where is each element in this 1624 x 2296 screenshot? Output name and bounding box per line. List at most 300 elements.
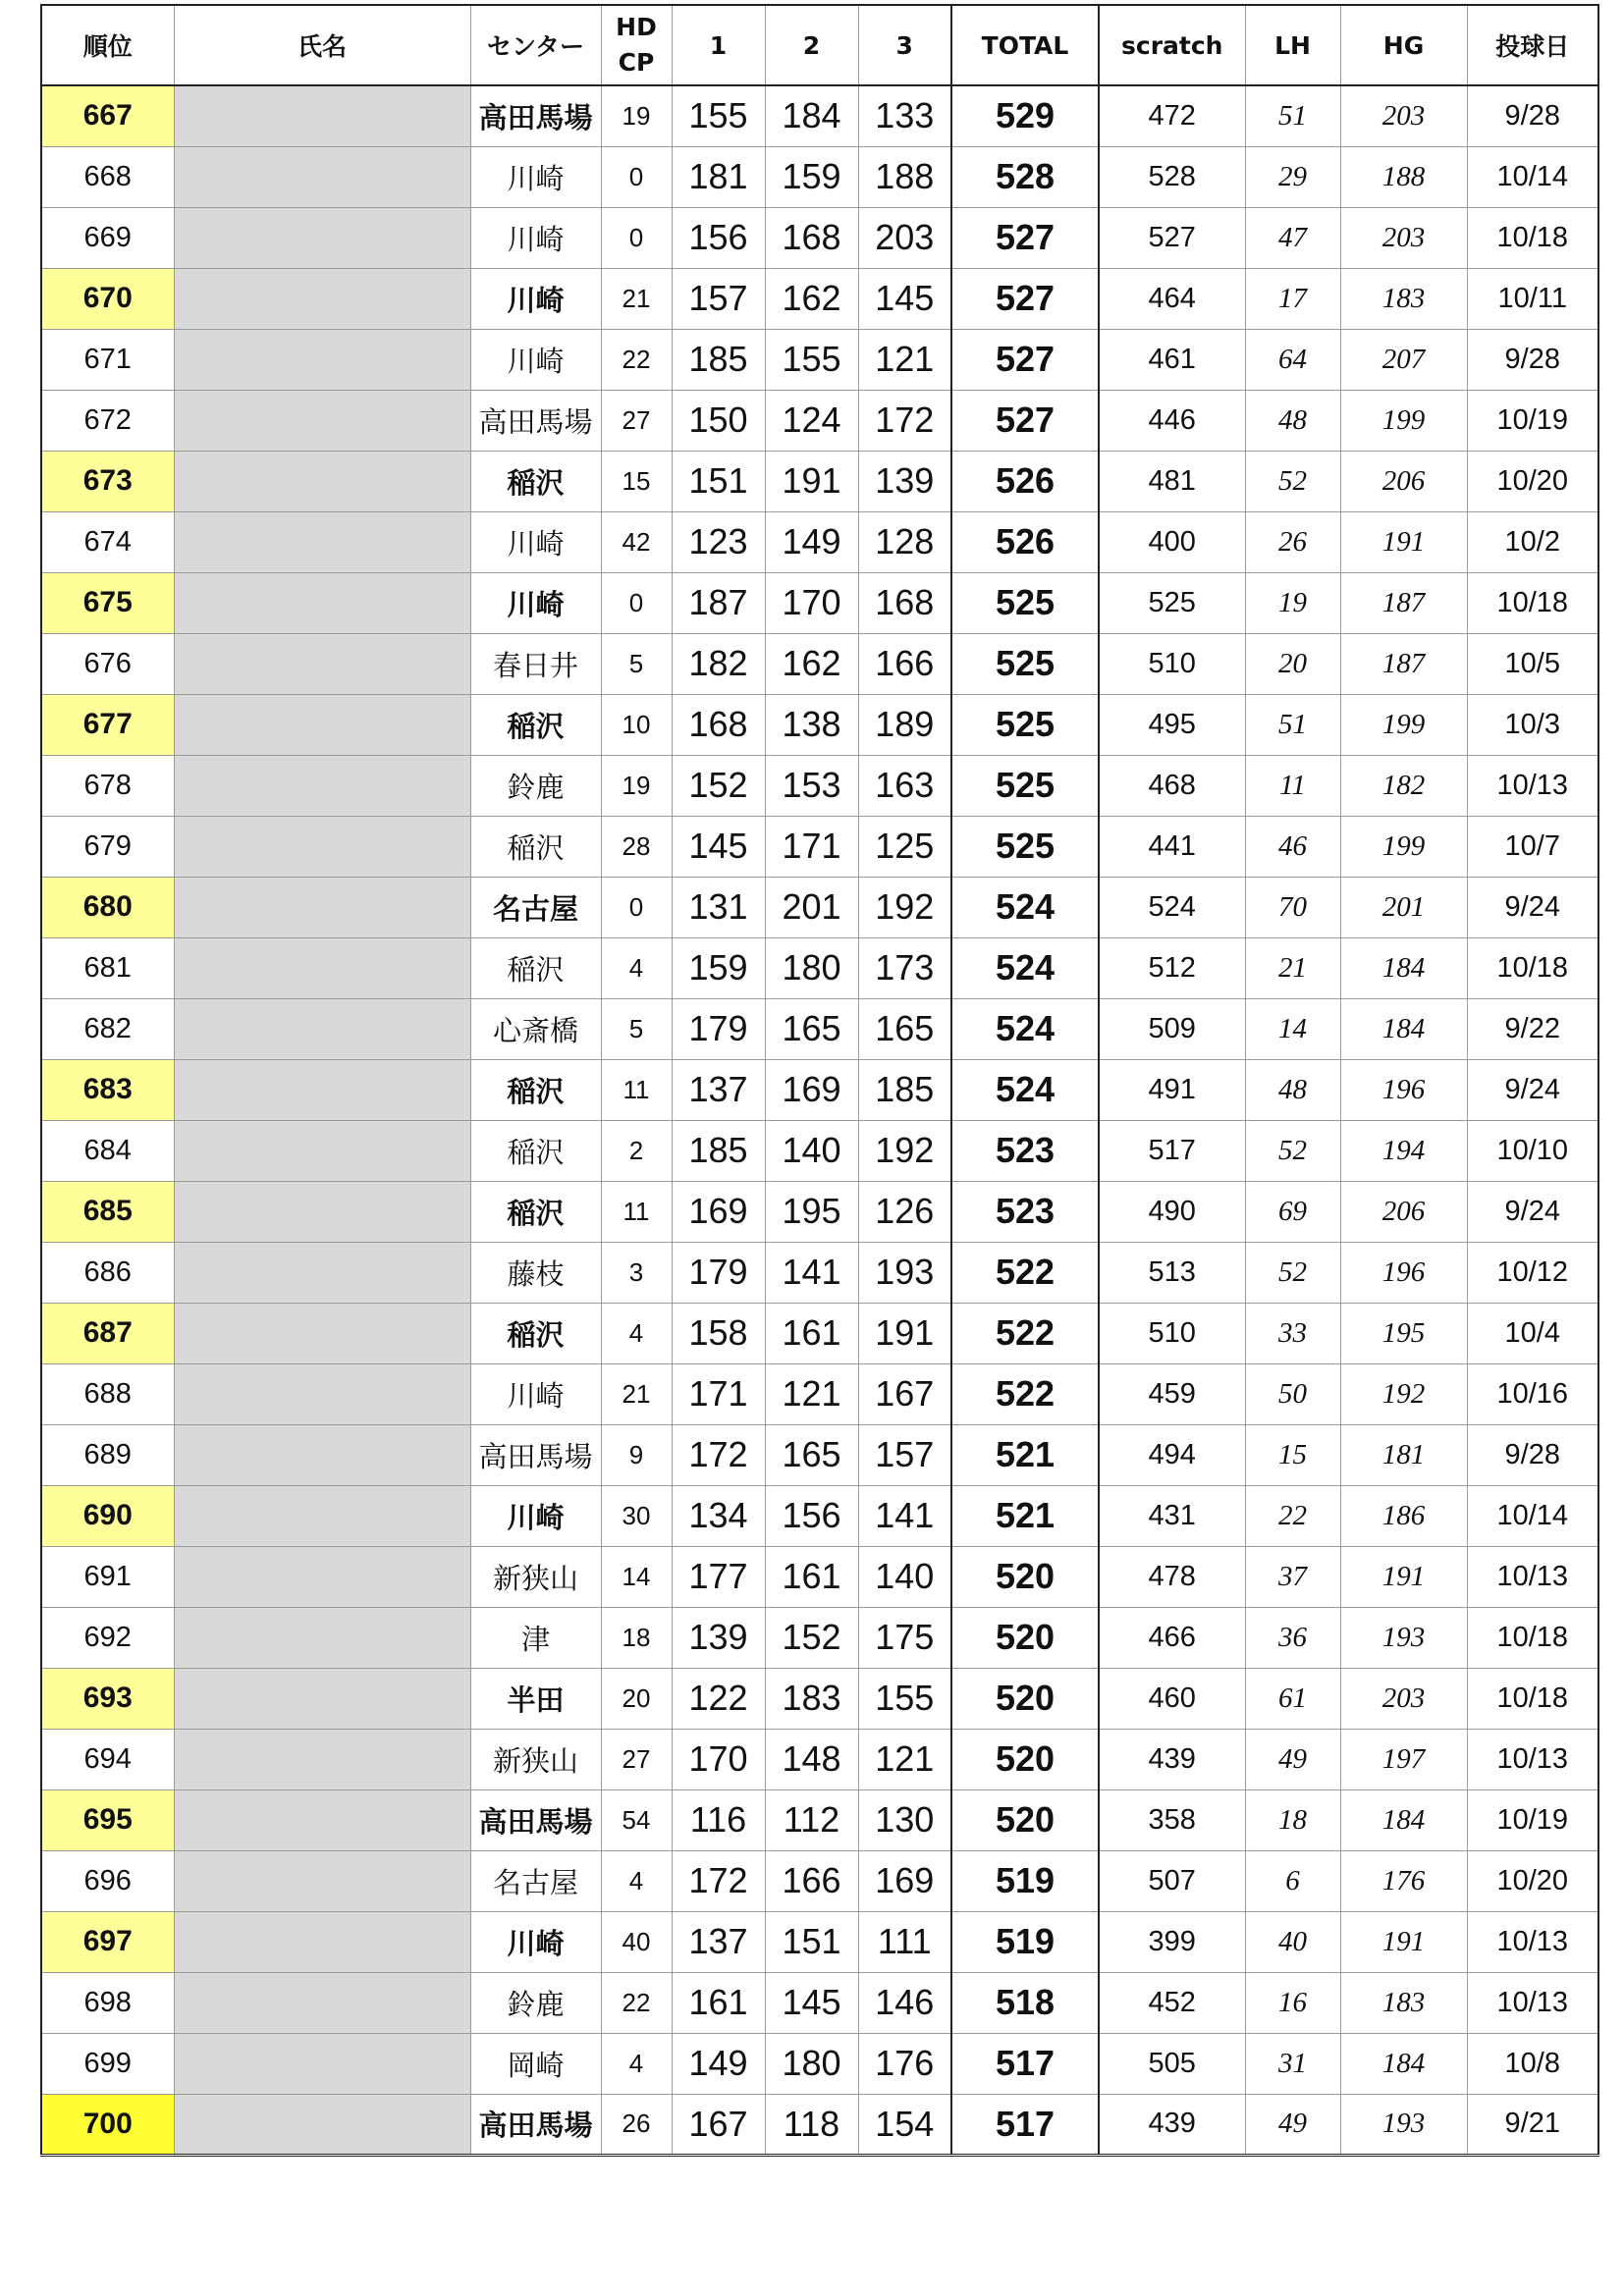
table-row (41, 1911, 1598, 1972)
game-2-cell: 162 (765, 268, 858, 329)
total-cell: 523 (951, 1181, 1099, 1242)
hg-cell: 183 (1340, 1972, 1467, 2033)
center-cell: 稲沢 (470, 694, 601, 755)
hdcp-cell: 4 (601, 937, 672, 998)
date-cell: 10/14 (1467, 1485, 1598, 1546)
lh-cell: 20 (1245, 633, 1340, 694)
header-scratch: scratch (1099, 5, 1245, 85)
game-1-cell: 159 (672, 937, 765, 998)
total-cell: 517 (951, 2094, 1099, 2155)
game-1-cell: 134 (672, 1485, 765, 1546)
table-row (41, 1363, 1598, 1424)
rank-cell: 689 (41, 1424, 174, 1485)
hdcp-cell: 11 (601, 1181, 672, 1242)
total-cell: 521 (951, 1485, 1099, 1546)
game-2-cell: 171 (765, 816, 858, 877)
name-cell (174, 1485, 470, 1546)
game-1-cell: 131 (672, 877, 765, 937)
scratch-cell: 524 (1099, 877, 1245, 937)
game-2-cell: 138 (765, 694, 858, 755)
center-cell: 春日井 (470, 633, 601, 694)
game-1-cell: 137 (672, 1911, 765, 1972)
game-1-cell: 116 (672, 1789, 765, 1850)
hdcp-cell: 21 (601, 1363, 672, 1424)
hg-cell: 184 (1340, 1789, 1467, 1850)
hdcp-cell: 27 (601, 390, 672, 451)
total-cell: 522 (951, 1242, 1099, 1303)
center-cell: 新狭山 (470, 1546, 601, 1607)
hdcp-cell: 4 (601, 2033, 672, 2094)
hg-cell: 193 (1340, 1607, 1467, 1668)
total-cell: 522 (951, 1303, 1099, 1363)
total-cell: 524 (951, 937, 1099, 998)
rank-cell: 674 (41, 511, 174, 572)
date-cell: 9/28 (1467, 85, 1598, 146)
game-2-cell: 191 (765, 451, 858, 511)
center-cell: 名古屋 (470, 877, 601, 937)
game-1-cell: 123 (672, 511, 765, 572)
table-row (41, 877, 1598, 937)
table-row (41, 572, 1598, 633)
scratch-cell: 439 (1099, 2094, 1245, 2155)
table-row (41, 1972, 1598, 2033)
game-2-cell: 161 (765, 1303, 858, 1363)
table-row (41, 937, 1598, 998)
game-2-cell: 165 (765, 998, 858, 1059)
hg-cell: 187 (1340, 572, 1467, 633)
name-cell (174, 816, 470, 877)
rank-cell: 694 (41, 1729, 174, 1789)
hdcp-cell: 0 (601, 207, 672, 268)
date-cell: 9/24 (1467, 1059, 1598, 1120)
center-cell: 川崎 (470, 572, 601, 633)
total-cell: 527 (951, 390, 1099, 451)
game-1-cell: 179 (672, 1242, 765, 1303)
date-cell: 10/19 (1467, 390, 1598, 451)
table-row (41, 1059, 1598, 1120)
scratch-cell: 446 (1099, 390, 1245, 451)
header-lh: LH (1245, 5, 1340, 85)
table-row (41, 1181, 1598, 1242)
center-cell: 鈴鹿 (470, 1972, 601, 2033)
game-1-cell: 167 (672, 2094, 765, 2155)
hdcp-cell: 18 (601, 1607, 672, 1668)
name-cell (174, 511, 470, 572)
lh-cell: 29 (1245, 146, 1340, 207)
game-3-cell: 189 (858, 694, 951, 755)
date-cell: 10/16 (1467, 1363, 1598, 1424)
total-cell: 521 (951, 1424, 1099, 1485)
name-cell (174, 1546, 470, 1607)
hdcp-cell: 19 (601, 85, 672, 146)
table-row (41, 451, 1598, 511)
hdcp-cell: 40 (601, 1911, 672, 1972)
game-1-cell: 149 (672, 2033, 765, 2094)
hg-cell: 194 (1340, 1120, 1467, 1181)
center-cell: 川崎 (470, 207, 601, 268)
scratch-cell: 441 (1099, 816, 1245, 877)
name-cell (174, 1729, 470, 1789)
name-cell (174, 1120, 470, 1181)
rank-cell: 678 (41, 755, 174, 816)
lh-cell: 64 (1245, 329, 1340, 390)
table-row (41, 1789, 1598, 1850)
center-cell: 高田馬場 (470, 2094, 601, 2155)
name-cell (174, 1181, 470, 1242)
game-2-cell: 159 (765, 146, 858, 207)
table-row (41, 268, 1598, 329)
total-cell: 518 (951, 1972, 1099, 2033)
game-1-cell: 187 (672, 572, 765, 633)
rank-cell: 684 (41, 1120, 174, 1181)
name-cell (174, 85, 470, 146)
rank-cell: 687 (41, 1303, 174, 1363)
scratch-cell: 399 (1099, 1911, 1245, 1972)
total-cell: 519 (951, 1911, 1099, 1972)
rank-cell: 671 (41, 329, 174, 390)
total-cell: 525 (951, 755, 1099, 816)
game-1-cell: 151 (672, 451, 765, 511)
header-hdcp (601, 5, 672, 85)
hdcp-cell: 11 (601, 1059, 672, 1120)
hg-cell: 184 (1340, 998, 1467, 1059)
center-cell: 稲沢 (470, 1059, 601, 1120)
game-3-cell: 192 (858, 877, 951, 937)
game-2-cell: 140 (765, 1120, 858, 1181)
table-row (41, 1668, 1598, 1729)
name-cell (174, 207, 470, 268)
game-3-cell: 192 (858, 1120, 951, 1181)
center-cell: 稲沢 (470, 1303, 601, 1363)
game-1-cell: 172 (672, 1424, 765, 1485)
game-2-cell: 121 (765, 1363, 858, 1424)
scratch-cell: 452 (1099, 1972, 1245, 2033)
game-2-cell: 153 (765, 755, 858, 816)
center-cell: 川崎 (470, 146, 601, 207)
date-cell: 10/18 (1467, 937, 1598, 998)
hg-cell: 176 (1340, 1850, 1467, 1911)
hg-cell: 192 (1340, 1363, 1467, 1424)
center-cell: 高田馬場 (470, 85, 601, 146)
header-game-3: 3 (858, 5, 951, 85)
total-cell: 522 (951, 1363, 1099, 1424)
hg-cell: 201 (1340, 877, 1467, 937)
lh-cell: 11 (1245, 755, 1340, 816)
center-cell: 稲沢 (470, 451, 601, 511)
game-1-cell: 158 (672, 1303, 765, 1363)
total-cell: 520 (951, 1607, 1099, 1668)
lh-cell: 40 (1245, 1911, 1340, 1972)
game-2-cell: 183 (765, 1668, 858, 1729)
name-cell (174, 390, 470, 451)
hdcp-cell: 22 (601, 1972, 672, 2033)
rank-cell: 697 (41, 1911, 174, 1972)
rank-cell: 699 (41, 2033, 174, 2094)
hdcp-cell: 30 (601, 1485, 672, 1546)
game-2-cell: 166 (765, 1850, 858, 1911)
center-cell: 川崎 (470, 511, 601, 572)
name-cell (174, 877, 470, 937)
center-cell: 岡崎 (470, 2033, 601, 2094)
game-1-cell: 152 (672, 755, 765, 816)
lh-cell: 21 (1245, 937, 1340, 998)
header-hdcp-line2: CP (618, 48, 655, 77)
date-cell: 10/18 (1467, 572, 1598, 633)
lh-cell: 37 (1245, 1546, 1340, 1607)
hdcp-cell: 9 (601, 1424, 672, 1485)
lh-cell: 48 (1245, 1059, 1340, 1120)
date-cell: 9/24 (1467, 877, 1598, 937)
scratch-cell: 468 (1099, 755, 1245, 816)
scratch-cell: 509 (1099, 998, 1245, 1059)
game-1-cell: 161 (672, 1972, 765, 2033)
header-total: TOTAL (951, 5, 1099, 85)
hg-cell: 197 (1340, 1729, 1467, 1789)
table-row (41, 1120, 1598, 1181)
rank-cell: 682 (41, 998, 174, 1059)
header-game-1: 1 (672, 5, 765, 85)
game-1-cell: 139 (672, 1607, 765, 1668)
game-1-cell: 181 (672, 146, 765, 207)
date-cell: 10/7 (1467, 816, 1598, 877)
hg-cell: 191 (1340, 1546, 1467, 1607)
rank-cell: 696 (41, 1850, 174, 1911)
center-cell: 半田 (470, 1668, 601, 1729)
rank-cell: 680 (41, 877, 174, 937)
header-hg: HG (1340, 5, 1467, 85)
rank-cell: 677 (41, 694, 174, 755)
center-cell: 川崎 (470, 1363, 601, 1424)
scratch-cell: 510 (1099, 1303, 1245, 1363)
scratch-cell: 464 (1099, 268, 1245, 329)
rank-cell: 685 (41, 1181, 174, 1242)
rank-cell: 688 (41, 1363, 174, 1424)
rank-cell: 679 (41, 816, 174, 877)
scratch-cell: 358 (1099, 1789, 1245, 1850)
rank-cell: 690 (41, 1485, 174, 1546)
lh-cell: 15 (1245, 1424, 1340, 1485)
hdcp-cell: 4 (601, 1303, 672, 1363)
game-3-cell: 125 (858, 816, 951, 877)
name-cell (174, 1242, 470, 1303)
lh-cell: 6 (1245, 1850, 1340, 1911)
hg-cell: 199 (1340, 694, 1467, 755)
game-1-cell: 185 (672, 329, 765, 390)
ranking-table (40, 4, 1599, 2157)
hg-cell: 186 (1340, 1485, 1467, 1546)
game-1-cell: 182 (672, 633, 765, 694)
scratch-cell: 512 (1099, 937, 1245, 998)
game-2-cell: 180 (765, 937, 858, 998)
game-3-cell: 140 (858, 1546, 951, 1607)
game-3-cell: 172 (858, 390, 951, 451)
name-cell (174, 268, 470, 329)
total-cell: 527 (951, 329, 1099, 390)
rank-cell: 692 (41, 1607, 174, 1668)
total-cell: 527 (951, 268, 1099, 329)
scratch-cell: 494 (1099, 1424, 1245, 1485)
table-row (41, 1729, 1598, 1789)
center-cell: 稲沢 (470, 937, 601, 998)
hg-cell: 191 (1340, 1911, 1467, 1972)
hg-cell: 181 (1340, 1424, 1467, 1485)
game-3-cell: 141 (858, 1485, 951, 1546)
table-row (41, 816, 1598, 877)
center-cell: 鈴鹿 (470, 755, 601, 816)
game-2-cell: 141 (765, 1242, 858, 1303)
date-cell: 10/11 (1467, 268, 1598, 329)
scratch-cell: 460 (1099, 1668, 1245, 1729)
date-cell: 10/19 (1467, 1789, 1598, 1850)
total-cell: 523 (951, 1120, 1099, 1181)
hg-cell: 203 (1340, 207, 1467, 268)
hdcp-cell: 4 (601, 1850, 672, 1911)
scratch-cell: 431 (1099, 1485, 1245, 1546)
total-cell: 526 (951, 451, 1099, 511)
date-cell: 10/13 (1467, 1911, 1598, 1972)
hg-cell: 182 (1340, 755, 1467, 816)
game-2-cell: 195 (765, 1181, 858, 1242)
hg-cell: 184 (1340, 2033, 1467, 2094)
table-row (41, 146, 1598, 207)
name-cell (174, 1303, 470, 1363)
game-3-cell: 121 (858, 329, 951, 390)
table-row (41, 1242, 1598, 1303)
name-cell (174, 1850, 470, 1911)
scratch-cell: 439 (1099, 1729, 1245, 1789)
game-2-cell: 168 (765, 207, 858, 268)
scratch-cell: 459 (1099, 1363, 1245, 1424)
game-3-cell: 173 (858, 937, 951, 998)
game-2-cell: 112 (765, 1789, 858, 1850)
name-cell (174, 1607, 470, 1668)
game-3-cell: 111 (858, 1911, 951, 1972)
game-3-cell: 188 (858, 146, 951, 207)
scratch-cell: 510 (1099, 633, 1245, 694)
total-cell: 526 (951, 511, 1099, 572)
scratch-cell: 461 (1099, 329, 1245, 390)
name-cell (174, 755, 470, 816)
rank-cell: 683 (41, 1059, 174, 1120)
name-cell (174, 572, 470, 633)
center-cell: 心斎橋 (470, 998, 601, 1059)
scratch-cell: 525 (1099, 572, 1245, 633)
lh-cell: 52 (1245, 1242, 1340, 1303)
center-cell: 稲沢 (470, 1181, 601, 1242)
hg-cell: 206 (1340, 451, 1467, 511)
lh-cell: 16 (1245, 1972, 1340, 2033)
hg-cell: 196 (1340, 1242, 1467, 1303)
total-cell: 520 (951, 1729, 1099, 1789)
scratch-cell: 507 (1099, 1850, 1245, 1911)
name-cell (174, 2033, 470, 2094)
hdcp-cell: 2 (601, 1120, 672, 1181)
game-3-cell: 176 (858, 2033, 951, 2094)
table-row (41, 2094, 1598, 2155)
hdcp-cell: 54 (601, 1789, 672, 1850)
game-3-cell: 175 (858, 1607, 951, 1668)
name-cell (174, 1972, 470, 2033)
hdcp-cell: 28 (601, 816, 672, 877)
lh-cell: 61 (1245, 1668, 1340, 1729)
total-cell: 520 (951, 1789, 1099, 1850)
rank-cell: 698 (41, 1972, 174, 2033)
name-cell (174, 1911, 470, 1972)
date-cell: 10/13 (1467, 1972, 1598, 2033)
name-cell (174, 329, 470, 390)
table-row (41, 207, 1598, 268)
name-cell (174, 1789, 470, 1850)
header-row (41, 5, 1598, 85)
game-3-cell: 130 (858, 1789, 951, 1850)
hdcp-cell: 42 (601, 511, 672, 572)
game-2-cell: 118 (765, 2094, 858, 2155)
total-cell: 525 (951, 816, 1099, 877)
hg-cell: 207 (1340, 329, 1467, 390)
hg-cell: 196 (1340, 1059, 1467, 1120)
center-cell: 川崎 (470, 1485, 601, 1546)
hdcp-cell: 0 (601, 146, 672, 207)
game-2-cell: 149 (765, 511, 858, 572)
game-2-cell: 201 (765, 877, 858, 937)
game-1-cell: 145 (672, 816, 765, 877)
game-1-cell: 177 (672, 1546, 765, 1607)
game-1-cell: 172 (672, 1850, 765, 1911)
scratch-cell: 400 (1099, 511, 1245, 572)
scratch-cell: 478 (1099, 1546, 1245, 1607)
game-1-cell: 185 (672, 1120, 765, 1181)
center-cell: 高田馬場 (470, 1424, 601, 1485)
rank-cell: 700 (41, 2094, 174, 2155)
lh-cell: 22 (1245, 1485, 1340, 1546)
name-cell (174, 146, 470, 207)
center-cell: 川崎 (470, 1911, 601, 1972)
rank-cell: 670 (41, 268, 174, 329)
date-cell: 10/2 (1467, 511, 1598, 572)
date-cell: 10/13 (1467, 1729, 1598, 1789)
game-3-cell: 166 (858, 633, 951, 694)
lh-cell: 48 (1245, 390, 1340, 451)
game-3-cell: 133 (858, 85, 951, 146)
name-cell (174, 937, 470, 998)
lh-cell: 36 (1245, 1607, 1340, 1668)
table-row (41, 511, 1598, 572)
lh-cell: 49 (1245, 2094, 1340, 2155)
date-cell: 10/18 (1467, 1668, 1598, 1729)
lh-cell: 69 (1245, 1181, 1340, 1242)
total-cell: 519 (951, 1850, 1099, 1911)
game-2-cell: 124 (765, 390, 858, 451)
date-cell: 10/18 (1467, 207, 1598, 268)
game-3-cell: 121 (858, 1729, 951, 1789)
game-3-cell: 191 (858, 1303, 951, 1363)
table-body (41, 85, 1598, 2155)
date-cell: 9/28 (1467, 1424, 1598, 1485)
rank-cell: 667 (41, 85, 174, 146)
game-2-cell: 180 (765, 2033, 858, 2094)
table-row (41, 1303, 1598, 1363)
name-cell (174, 1668, 470, 1729)
center-cell: 高田馬場 (470, 390, 601, 451)
lh-cell: 70 (1245, 877, 1340, 937)
center-cell: 稲沢 (470, 816, 601, 877)
scratch-cell: 517 (1099, 1120, 1245, 1181)
scratch-cell: 505 (1099, 2033, 1245, 2094)
scratch-cell: 513 (1099, 1242, 1245, 1303)
header-date: 投球日 (1467, 5, 1598, 85)
scratch-cell: 466 (1099, 1607, 1245, 1668)
table-row (41, 633, 1598, 694)
